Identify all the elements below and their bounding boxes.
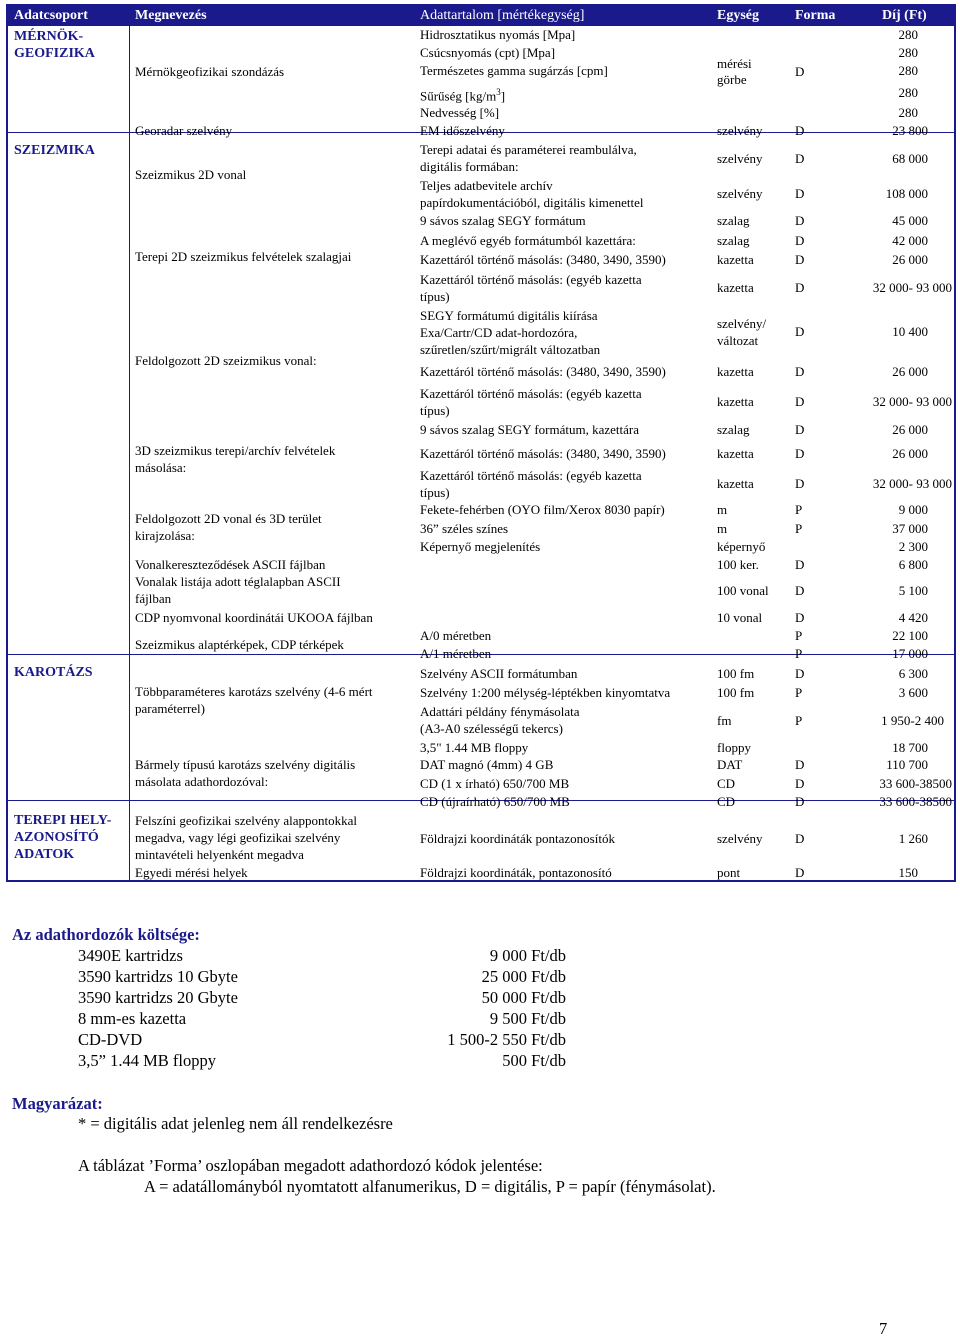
fee-cell: 26 000 <box>892 446 928 461</box>
unit-cell: szelvény <box>717 831 763 846</box>
cost-item-price: 25 000 Ft/db <box>481 967 566 986</box>
fee-cell: 280 <box>898 45 918 60</box>
form-cell: P <box>795 646 803 661</box>
cost-item-price: 9 500 Ft/db <box>489 1009 566 1028</box>
legend-form-codes: A = adatállományból nyomtatott alfanumerikus, D = digitális, P = papír (fénymásolat). <box>144 1177 716 1196</box>
form-cell: D <box>795 213 805 228</box>
content-teljes-line2: papírdokumentációból, digitális kimenettel <box>420 195 644 210</box>
form-cell: D <box>795 831 805 846</box>
name-kirajzolas-line1: Feldolgozott 2D vonal és 3D terület <box>135 511 322 526</box>
content-hidrosztatikus: Hidrosztatikus nyomás [Mpa] <box>420 27 576 42</box>
fee-cell: 45 000 <box>892 213 928 228</box>
header-fee: Díj (Ft) <box>882 8 927 23</box>
form-cell: D <box>795 233 805 248</box>
content-foldrajzi: Földrajzi koordináták pontazonosítók <box>420 831 615 846</box>
group-szeizmika: SZEIZMIKA <box>14 143 95 158</box>
unit-cell: pont <box>717 865 741 880</box>
header-group: Adatcsoport <box>14 8 88 23</box>
unit-meresi-line2: görbe <box>717 72 747 87</box>
fee-cell: 37 000 <box>892 521 928 536</box>
name-3d-line2: másolása: <box>135 460 187 475</box>
content-gamma: Természetes gamma sugárzás [cpm] <box>420 63 608 78</box>
name-tobbparameteres-line1: Többparaméteres karotázs szelvény (4-6 mért <box>135 684 373 699</box>
fee-cell: 32 000- 93 000 <box>872 476 952 491</box>
content-segy-kiiras-line3: szűretlen/szűrt/migrált változatban <box>420 342 601 357</box>
content-segy-kazettara: 9 sávos szalag SEGY formátum, kazettára <box>420 422 640 437</box>
cost-item-price: 1 500-2 550 Ft/db <box>447 1030 566 1049</box>
unit-cell: szalag <box>717 213 750 228</box>
group-terepi-helyazonosito: TEREPI HELY- AZONOSÍTÓ ADATOK <box>14 813 112 862</box>
fee-cell: 108 000 <box>885 186 928 201</box>
form-cell: D <box>795 446 805 461</box>
header-content: Adattartalom [mértékegység] <box>420 8 585 23</box>
form-cell: D <box>795 476 805 491</box>
content-fenymasolat-line1: Adattári példány fénymásolata <box>420 704 580 719</box>
unit-cell: szalag <box>717 233 750 248</box>
unit-cell: floppy <box>717 740 751 755</box>
form-cell: D <box>795 583 805 598</box>
name-terepi-2d: Terepi 2D szeizmikus felvételek szalagjai <box>135 249 352 264</box>
cost-item-name: 3,5” 1.44 MB floppy <box>78 1051 216 1070</box>
name-vonalak-line1: Vonalak listája adott téglalapban ASCII <box>135 574 341 589</box>
unit-cell: CD <box>717 794 736 809</box>
content-ascii-szelveny: Szelvény ASCII formátumban <box>420 666 578 681</box>
form-cell: P <box>795 713 803 728</box>
fee-cell: 6 300 <box>898 666 928 681</box>
content-nedvesseg: Nedvesség [%] <box>420 105 500 120</box>
name-szeizmikus-2d: Szeizmikus 2D vonal <box>135 167 247 182</box>
name-feldolgozott-2d: Feldolgozott 2D szeizmikus vonal: <box>135 353 317 368</box>
unit-cell: DAT <box>717 757 743 772</box>
column-divider <box>129 26 130 882</box>
fee-cell: 4 420 <box>898 610 928 625</box>
unit-cell: 100 fm <box>717 666 755 681</box>
cost-item-name: 3590 kartridzs 10 Gbyte <box>78 967 238 986</box>
unit-cell: szelvény <box>717 186 763 201</box>
unit-cell: m <box>717 521 728 536</box>
fee-cell: 3 600 <box>898 685 928 700</box>
fee-cell: 26 000 <box>892 252 928 267</box>
cost-item-name: 3590 kartridzs 20 Gbyte <box>78 988 238 1007</box>
form-cell: D <box>795 324 805 339</box>
unit-cell: kazetta <box>717 476 754 491</box>
form-cell: D <box>795 252 805 267</box>
fee-cell: 22 100 <box>892 628 928 643</box>
unit-cell: kazetta <box>717 364 754 379</box>
header-form: Forma <box>795 8 836 23</box>
fee-cell: 32 000- 93 000 <box>872 394 952 409</box>
form-cell: P <box>795 502 803 517</box>
form-cell: D <box>795 776 805 791</box>
fee-cell: 1 260 <box>898 831 928 846</box>
fee-cell: 33 600-38500 <box>879 776 952 791</box>
unit-cell: CD <box>717 776 736 791</box>
fee-cell: 26 000 <box>892 422 928 437</box>
content-egyeb-kazetta-line1: Kazettáról történő másolás: (egyéb kazetta <box>420 272 642 287</box>
content-meglevo: A meglévő egyéb formátumból kazettára: <box>420 233 636 248</box>
fee-cell: 2 300 <box>898 539 928 554</box>
unit-cell: kazetta <box>717 252 754 267</box>
unit-cell: kazetta <box>717 394 754 409</box>
unit-cell: 100 vonal <box>717 583 769 598</box>
form-cell: D <box>795 666 805 681</box>
content-cd-ujrairhato: CD (újraírható) 650/700 MB <box>420 794 570 809</box>
name-vonalak-line2: fájlban <box>135 591 172 606</box>
unit-cell: szalag <box>717 422 750 437</box>
form-cell: D <box>795 64 805 79</box>
content-egyeb-kazetta-line1: Kazettáról történő másolás: (egyéb kazetta <box>420 386 642 401</box>
fee-table <box>6 4 956 882</box>
form-cell: D <box>795 280 805 295</box>
name-felszini-line2: megadva, vagy légi geofizikai szelvény <box>135 830 341 845</box>
group-karotazs: KAROTÁZS <box>14 665 93 680</box>
form-cell: D <box>795 151 805 166</box>
unit-meresi-line1: mérési <box>717 56 752 71</box>
content-suruseg: Sűrűség $[kg/m^3]$ <box>420 87 506 104</box>
cost-item-name: 3490E kartridzs <box>78 946 183 965</box>
content-foldrajzi-pont: Földrajzi koordináták, pontazonosító <box>420 865 612 880</box>
content-36-szeles: 36” széles színes <box>420 521 509 536</box>
form-cell: D <box>795 123 805 138</box>
header-name: Megnevezés <box>135 8 207 23</box>
unit-cell: szelvény <box>717 123 763 138</box>
cost-item-name: CD-DVD <box>78 1030 143 1049</box>
fee-cell: 17 000 <box>892 646 928 661</box>
fee-cell: 280 <box>898 27 918 42</box>
legend-note: * = digitális adat jelenleg nem áll rendelkezésre <box>78 1114 393 1133</box>
content-cd-irhato: CD (1 x írható) 650/700 MB <box>420 776 570 791</box>
name-georadar: Georadar szelvény <box>135 123 233 138</box>
fee-cell: 23 800 <box>892 123 928 138</box>
name-vonalkeresztezodesek: Vonalkereszteződések ASCII fájlban <box>135 557 326 572</box>
content-egyeb-kazetta-line2: típus) <box>420 485 450 500</box>
content-kazetta-masolas: Kazettáról történő másolás: (3480, 3490, 3590) <box>420 364 666 379</box>
content-dat: DAT magnó (4mm) 4 GB <box>420 757 554 772</box>
form-cell: P <box>795 521 803 536</box>
content-em-idoszelveny: EM időszelvény <box>420 123 505 138</box>
content-a0: A/0 méretben <box>420 628 492 643</box>
header-unit: Egység <box>717 8 759 23</box>
form-cell: D <box>795 394 805 409</box>
content-terepi-adatai-line2: digitális formában: <box>420 159 519 174</box>
content-segy-kiiras-line2: Exa/Cartr/CD adat-hordozóra, <box>420 325 578 340</box>
legend-form-title: A táblázat ’Forma’ oszlopában megadott adathordozó kódok jelentése: <box>78 1156 543 1175</box>
content-kazetta-masolas: Kazettáról történő másolás: (3480, 3490, 3590) <box>420 252 666 267</box>
form-cell: D <box>795 186 805 201</box>
form-cell: P <box>795 628 803 643</box>
fee-cell: 10 400 <box>892 324 928 339</box>
name-felszini-line1: Felszíni geofizikai szelvény alappontokkal <box>135 813 358 828</box>
form-cell: D <box>795 610 805 625</box>
content-egyeb-kazetta-line1: Kazettáról történő másolás: (egyéb kazetta <box>420 468 642 483</box>
group-mernokgeofizika: MÉRNÖK- GEOFIZIKA <box>14 29 95 61</box>
content-terepi-adatai-line1: Terepi adatai és paraméterei reambulálva, <box>420 142 637 157</box>
table-header <box>8 6 954 26</box>
name-cdp: CDP nyomvonal koordinátái UKOOA fájlban <box>135 610 373 625</box>
fee-cell: 280 <box>898 63 918 78</box>
fee-cell: 110 700 <box>886 757 928 772</box>
content-fenymasolat-line2: (A3-A0 szélességű tekercs) <box>420 721 563 736</box>
fee-cell: 5 100 <box>898 583 928 598</box>
form-cell: D <box>795 865 805 880</box>
fee-cell: 33 600-38500 <box>879 794 952 809</box>
name-felszini-line3: mintavételi helyenként megadva <box>135 847 304 862</box>
fee-cell: 42 000 <box>892 233 928 248</box>
fee-cell: 26 000 <box>892 364 928 379</box>
fee-cell: 9 000 <box>898 502 928 517</box>
unit-cell: 10 vonal <box>717 610 763 625</box>
cost-item-name: 8 mm-es kazetta <box>78 1009 187 1028</box>
form-cell: D <box>795 422 805 437</box>
content-fekete-feher: Fekete-fehérben (OYO film/Xerox 8030 papír) <box>420 502 665 517</box>
page-number: 7 <box>879 1319 888 1338</box>
fee-cell: 280 <box>898 105 918 120</box>
fee-cell: 32 000- 93 000 <box>872 280 952 295</box>
unit-cell: 100 ker. <box>717 557 759 572</box>
form-cell: D <box>795 364 805 379</box>
cost-item-price: 9 000 Ft/db <box>489 946 566 965</box>
content-egyeb-kazetta-line2: típus) <box>420 403 450 418</box>
content-kazetta-masolas: Kazettáról történő másolás: (3480, 3490, 3590) <box>420 446 666 461</box>
content-egyeb-kazetta-line2: típus) <box>420 289 450 304</box>
name-barmely-line2: másolata adathordozóval: <box>135 774 269 789</box>
content-floppy: 3,5" 1.44 MB floppy <box>420 740 529 755</box>
unit-cell: képernyő <box>717 539 766 554</box>
name-3d-line1: 3D szeizmikus terepi/archív felvételek <box>135 443 336 458</box>
unit-line2: változat <box>717 333 759 348</box>
unit-line1: szelvény/ <box>717 316 767 331</box>
unit-cell: kazetta <box>717 280 754 295</box>
name-barmely-line1: Bármely típusú karotázs szelvény digitális <box>135 757 356 772</box>
legend-title: Magyarázat: <box>12 1094 103 1113</box>
fee-cell: 18 700 <box>892 740 928 755</box>
form-cell: P <box>795 685 803 700</box>
name-mernokgeofizikai-szondazas: Mérnökgeofizikai szondázás <box>135 64 285 79</box>
name-tobbparameteres-line2: paraméterrel) <box>135 701 206 716</box>
form-cell: D <box>795 557 805 572</box>
form-cell: D <box>795 794 805 809</box>
fee-cell: 6 800 <box>898 557 928 572</box>
unit-cell: szelvény <box>717 151 763 166</box>
fee-cell: 68 000 <box>892 151 928 166</box>
unit-cell: m <box>717 502 728 517</box>
fee-cell: 280 <box>898 85 918 100</box>
content-1-200: Szelvény 1:200 mélység-léptékben kinyomtatva <box>420 685 671 700</box>
fee-cell: 1 950-2 400 <box>881 713 944 728</box>
cost-item-price: 500 Ft/db <box>502 1051 566 1070</box>
form-cell: D <box>795 757 805 772</box>
name-kirajzolas-line2: kirajzolása: <box>135 528 195 543</box>
fee-cell: 150 <box>898 865 918 880</box>
content-a1: A/1 méretben <box>420 646 492 661</box>
name-alapterkepek: Szeizmikus alaptérképek, CDP térképek <box>135 637 344 652</box>
unit-cell: fm <box>717 713 732 728</box>
content-teljes-line1: Teljes adatbevitele archív <box>420 178 553 193</box>
costs-title: Az adathordozók költsége: <box>12 925 200 944</box>
content-kepernyo: Képernyő megjelenítés <box>420 539 541 554</box>
name-egyedi: Egyedi mérési helyek <box>135 865 248 880</box>
content-segy-kiiras-line1: SEGY formátumú digitális kiírása <box>420 308 598 323</box>
unit-cell: kazetta <box>717 446 754 461</box>
content-csucsnyomas: Csúcsnyomás (cpt) [Mpa] <box>420 45 556 60</box>
content-segy: 9 sávos szalag SEGY formátum <box>420 213 586 228</box>
unit-cell: 100 fm <box>717 685 755 700</box>
cost-item-price: 50 000 Ft/db <box>481 988 566 1007</box>
